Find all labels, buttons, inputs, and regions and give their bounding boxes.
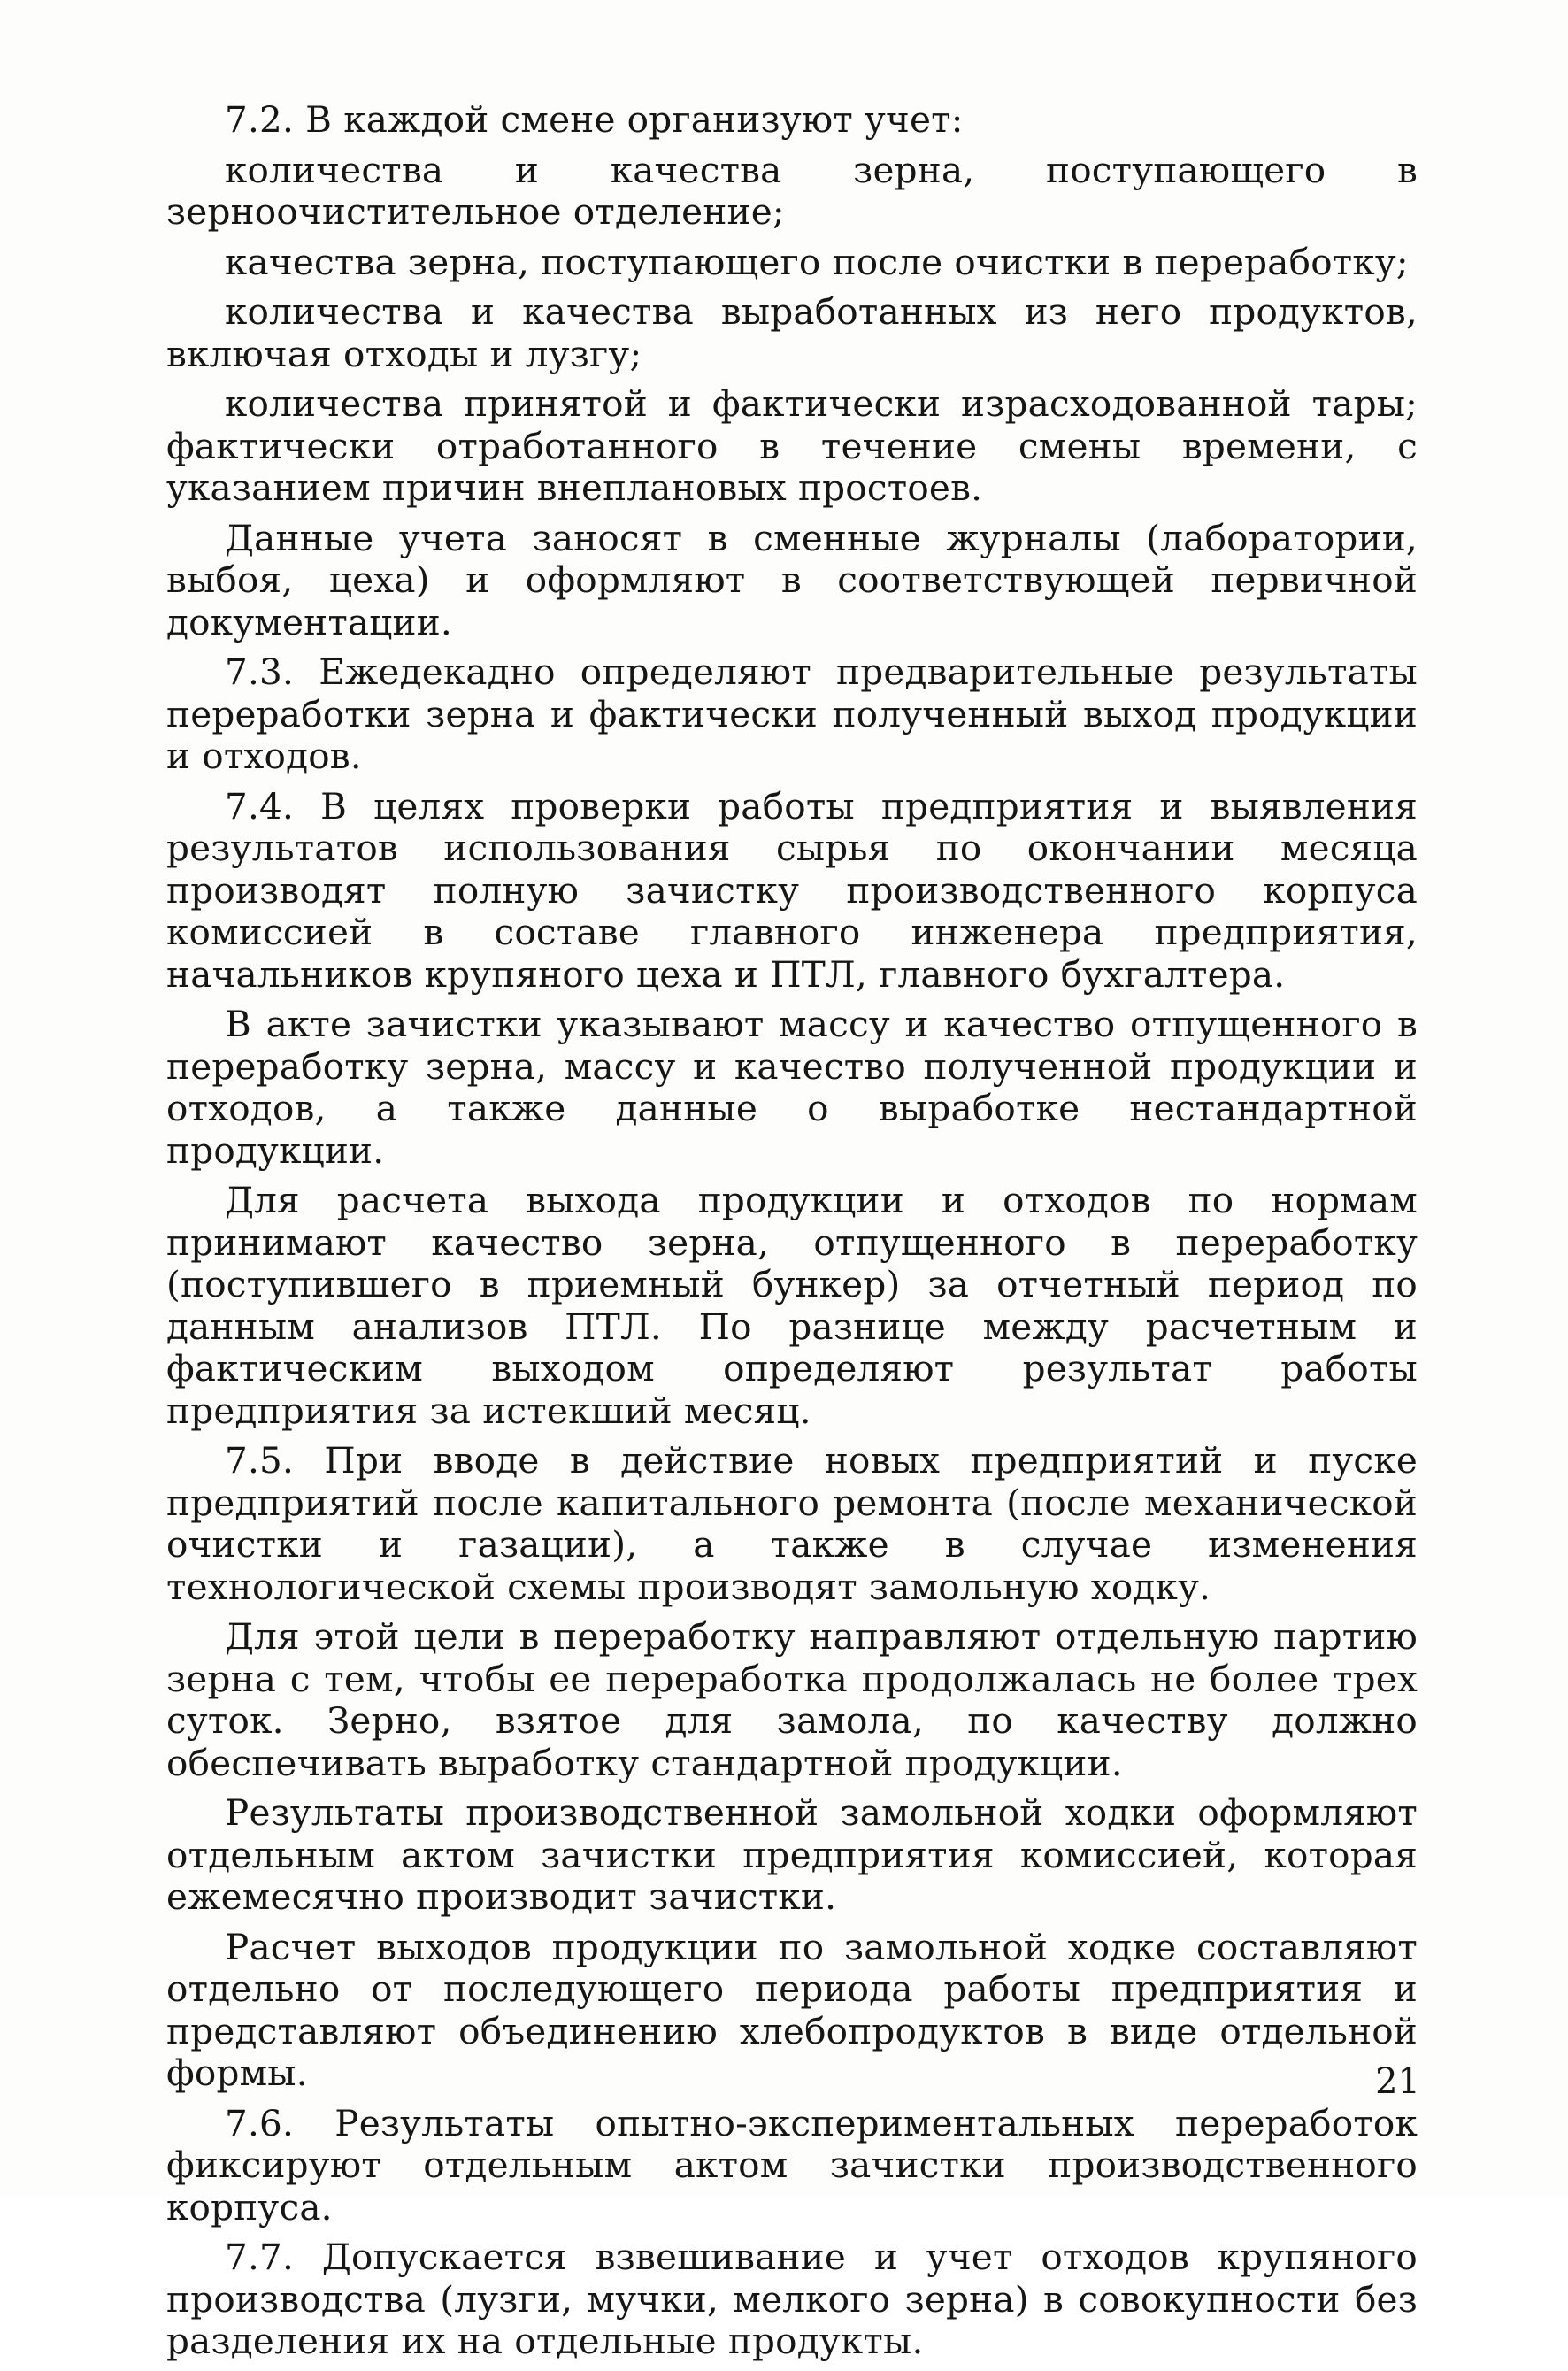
paragraph-trial-calculation: Расчет выходов продукции по замольной ходке составляют отдельно от последующего периода работы предприятия и представляют объединению хлебопродуктов в виде отдельной формы. xyxy=(166,1925,1418,2094)
paragraph-7-4: 7.4. В целях проверки работы предприятия и выявления результатов использования сырья по окончании месяца производят полную зачистку производственного корпуса комиссией в составе главного инженера предприятия, начальников крупяного цеха и ПТЛ, главного бухгалтера. xyxy=(166,784,1418,996)
paragraph-trial-results: Результаты производственной замольной ходки оформляют отдельным актом зачистки предприятия комиссией, которая ежемесячно производит зачистки. xyxy=(166,1791,1418,1918)
paragraph-trial-batch: Для этой цели в переработку направляют отдельную партию зерна с тем, чтобы ее переработка продолжалась не более трех суток. Зерно, взятое для замола, по качеству должно обеспечивать выработку стандартной продукции. xyxy=(166,1615,1418,1784)
paragraph-output-products: количества и качества выработанных из него продуктов, включая отходы и лузгу; xyxy=(166,290,1418,375)
body-text xyxy=(166,99,1418,2371)
paragraph-packaging-and-time: количества принятой и фактически израсходованной тары; фактически отработанного в течение смены времени, с указанием причин внеплановых простоев. xyxy=(166,382,1418,509)
paragraph-grain-after-cleaning: качества зерна, поступающего после очистки в переработку; xyxy=(225,240,1409,283)
page-number: 21 xyxy=(1375,2061,1420,2102)
paragraph-7-2-heading: 7.2. В каждой смене организуют учет: xyxy=(225,98,964,141)
paragraph-grain-cleaning-intake: количества и качества зерна, поступающего в зерноочистительное отделение; xyxy=(166,148,1418,233)
paragraph-cleanup-act: В акте зачистки указывают массу и качество отпущенного в переработку зерна, массу и качество полученной продукции и отходов, а также данные о выработке нестандартной продукции. xyxy=(166,1003,1418,1172)
paragraph-output-calculation: Для расчета выхода продукции и отходов по нормам принимают качество зерна, отпущенного в переработку (поступившего в приемный бункер) за отчетный период по данным анализов ПТЛ. По разнице между расчетным и фактическим выходом определяют результат работы предприятия за истекший месяц. xyxy=(166,1179,1418,1432)
paragraph-7-6: 7.6. Результаты опытно-экспериментальных переработок фиксируют отдельным актом зачистки производственного корпуса. xyxy=(166,2101,1418,2229)
paragraph-shift-journals: Данные учета заносят в сменные журналы (лаборатории, выбоя, цеха) и оформляют в соответствующей первичной документации. xyxy=(166,516,1418,643)
paragraph-7-7: 7.7. Допускается взвешивание и учет отходов крупяного производства (лузги, мучки, мелкого зерна) в совокупности без разделения их на отдельные продукты. xyxy=(166,2236,1418,2362)
paragraph-7-3: 7.3. Ежедекадно определяют предварительные результаты переработки зерна и фактически полученный выход продукции и отходов. xyxy=(166,650,1418,777)
paragraph-7-5: 7.5. При вводе в действие новых предприятий и пуске предприятий после капитального ремонта (после механической очистки и газации), а также в случае изменения технологической схемы производят замольную ходку. xyxy=(166,1439,1418,1608)
